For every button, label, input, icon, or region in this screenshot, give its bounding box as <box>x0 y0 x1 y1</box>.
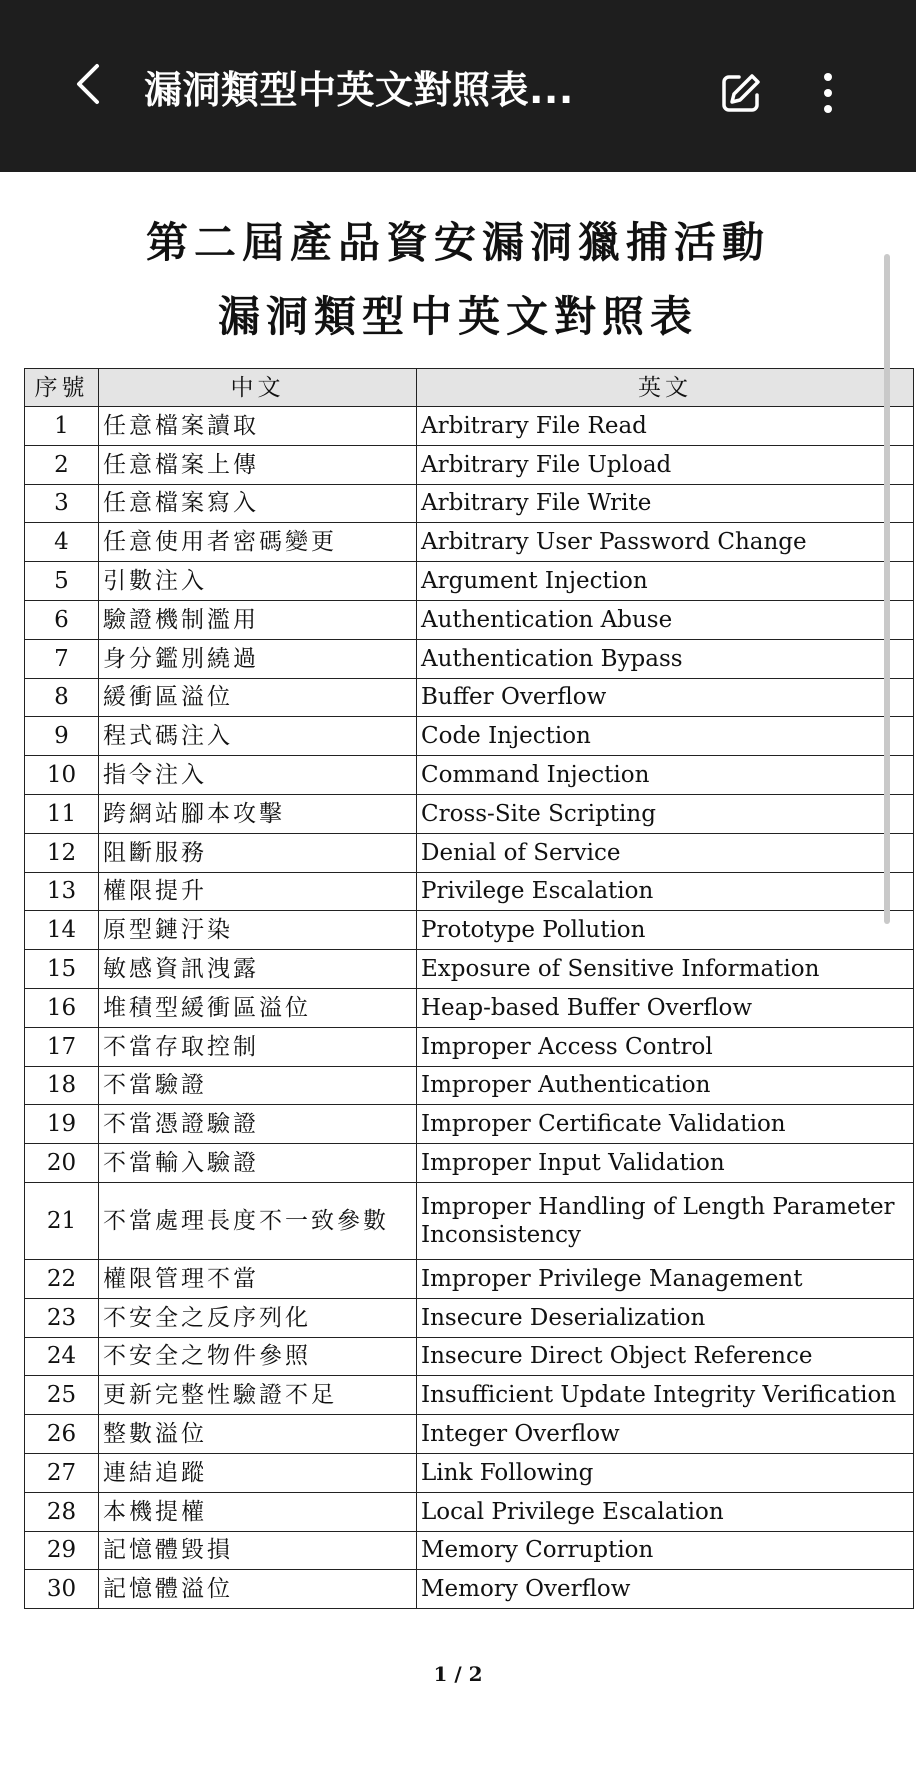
table-row <box>25 833 914 872</box>
row-chinese: 指令注入 <box>99 756 417 795</box>
row-number: 21 <box>25 1182 99 1259</box>
row-number: 24 <box>25 1337 99 1376</box>
back-button[interactable] <box>60 58 116 114</box>
row-number: 13 <box>25 872 99 911</box>
row-number: 18 <box>25 1066 99 1105</box>
row-chinese: 任意使用者密碼變更 <box>99 523 417 562</box>
row-number: 20 <box>25 1144 99 1183</box>
row-chinese: 記憶體毀損 <box>99 1531 417 1570</box>
row-number: 30 <box>25 1570 99 1609</box>
table-row <box>25 950 914 989</box>
row-number: 28 <box>25 1492 99 1531</box>
row-english: Privilege Escalation <box>417 872 914 911</box>
row-english: Local Privilege Escalation <box>417 1492 914 1531</box>
more-vertical-icon <box>822 71 834 119</box>
row-number: 25 <box>25 1376 99 1415</box>
table-row <box>25 872 914 911</box>
row-number: 14 <box>25 911 99 950</box>
table-row <box>25 523 914 562</box>
row-number: 29 <box>25 1531 99 1570</box>
document-title: 漏洞類型中英文對照表... <box>144 68 574 112</box>
row-chinese: 不當憑證驗證 <box>99 1105 417 1144</box>
pdf-page[interactable] <box>0 172 916 1788</box>
row-english: Argument Injection <box>417 562 914 601</box>
table-row <box>25 1453 914 1492</box>
table-row <box>25 1376 914 1415</box>
row-chinese: 驗證機制濫用 <box>99 600 417 639</box>
row-number: 8 <box>25 678 99 717</box>
edit-button[interactable] <box>714 68 768 122</box>
row-english: Improper Access Control <box>417 1027 914 1066</box>
row-english: Improper Certificate Validation <box>417 1105 914 1144</box>
table-row <box>25 484 914 523</box>
row-english: Authentication Bypass <box>417 639 914 678</box>
row-chinese: 緩衝區溢位 <box>99 678 417 717</box>
row-chinese: 跨網站腳本攻擊 <box>99 794 417 833</box>
row-chinese: 權限管理不當 <box>99 1259 417 1298</box>
table-row <box>25 911 914 950</box>
row-chinese: 阻斷服務 <box>99 833 417 872</box>
table-row <box>25 1531 914 1570</box>
row-english: Improper Handling of Length Parameter Inconsistency <box>417 1182 914 1259</box>
table-row <box>25 1105 914 1144</box>
doc-heading-line2: 漏洞類型中英文對照表 <box>217 292 698 341</box>
row-number: 4 <box>25 523 99 562</box>
more-options-button[interactable] <box>806 68 850 122</box>
row-chinese: 不當處理長度不一致參數 <box>99 1182 417 1259</box>
row-number: 7 <box>25 639 99 678</box>
row-english: Exposure of Sensitive Information <box>417 950 914 989</box>
row-english: Improper Input Validation <box>417 1144 914 1183</box>
row-chinese: 任意檔案寫入 <box>99 484 417 523</box>
table-row <box>25 562 914 601</box>
row-number: 23 <box>25 1298 99 1337</box>
header-chinese: 中文 <box>99 369 417 407</box>
row-number: 6 <box>25 600 99 639</box>
row-number: 26 <box>25 1415 99 1454</box>
table-row <box>25 717 914 756</box>
row-number: 10 <box>25 756 99 795</box>
row-english: Arbitrary User Password Change <box>417 523 914 562</box>
table-row <box>25 407 914 446</box>
row-number: 9 <box>25 717 99 756</box>
row-english: Memory Corruption <box>417 1531 914 1570</box>
row-english: Improper Authentication <box>417 1066 914 1105</box>
row-chinese: 連結追蹤 <box>99 1453 417 1492</box>
table-row <box>25 1144 914 1183</box>
row-english: Improper Privilege Management <box>417 1259 914 1298</box>
table-row <box>25 988 914 1027</box>
row-english: Integer Overflow <box>417 1415 914 1454</box>
row-english: Buffer Overflow <box>417 678 914 717</box>
row-english: Insecure Direct Object Reference <box>417 1337 914 1376</box>
table-row <box>25 1182 914 1259</box>
table-row <box>25 600 914 639</box>
row-chinese: 原型鏈汙染 <box>99 911 417 950</box>
row-number: 16 <box>25 988 99 1027</box>
chevron-left-icon <box>73 62 103 110</box>
row-english: Insufficient Update Integrity Verification <box>417 1376 914 1415</box>
header-english: 英文 <box>417 369 914 407</box>
table-row <box>25 794 914 833</box>
row-english: Arbitrary File Upload <box>417 445 914 484</box>
table-header-row <box>25 369 914 407</box>
row-english: Insecure Deserialization <box>417 1298 914 1337</box>
table-row <box>25 1337 914 1376</box>
row-chinese: 不當驗證 <box>99 1066 417 1105</box>
row-english: Arbitrary File Read <box>417 407 914 446</box>
row-number: 3 <box>25 484 99 523</box>
row-english: Heap-based Buffer Overflow <box>417 988 914 1027</box>
row-english: Authentication Abuse <box>417 600 914 639</box>
doc-heading-line1: 第二屆產品資安漏洞獵捕活動 <box>145 218 770 267</box>
row-chinese: 任意檔案讀取 <box>99 407 417 446</box>
row-english: Prototype Pollution <box>417 911 914 950</box>
table-row <box>25 1298 914 1337</box>
scrollbar[interactable] <box>884 254 890 924</box>
row-number: 1 <box>25 407 99 446</box>
table-row <box>25 639 914 678</box>
row-number: 15 <box>25 950 99 989</box>
table-row <box>25 1415 914 1454</box>
row-english: Link Following <box>417 1453 914 1492</box>
table-row <box>25 1066 914 1105</box>
row-chinese: 權限提升 <box>99 872 417 911</box>
row-chinese: 堆積型緩衝區溢位 <box>99 988 417 1027</box>
row-number: 12 <box>25 833 99 872</box>
row-chinese: 不當存取控制 <box>99 1027 417 1066</box>
row-number: 27 <box>25 1453 99 1492</box>
row-chinese: 任意檔案上傳 <box>99 445 417 484</box>
row-chinese: 不安全之物件參照 <box>99 1337 417 1376</box>
row-chinese: 記憶體溢位 <box>99 1570 417 1609</box>
page-indicator: 1 / 2 <box>433 1662 483 1686</box>
row-chinese: 整數溢位 <box>99 1415 417 1454</box>
row-number: 19 <box>25 1105 99 1144</box>
row-number: 11 <box>25 794 99 833</box>
app-bar <box>0 0 916 172</box>
row-english: Cross-Site Scripting <box>417 794 914 833</box>
row-chinese: 不當輸入驗證 <box>99 1144 417 1183</box>
row-english: Denial of Service <box>417 833 914 872</box>
row-chinese: 身分鑑別繞過 <box>99 639 417 678</box>
row-english: Arbitrary File Write <box>417 484 914 523</box>
table-row <box>25 1492 914 1531</box>
table-row <box>25 756 914 795</box>
row-chinese: 更新完整性驗證不足 <box>99 1376 417 1415</box>
table-row <box>25 1027 914 1066</box>
edit-icon <box>719 71 763 119</box>
table-row <box>25 678 914 717</box>
row-chinese: 不安全之反序列化 <box>99 1298 417 1337</box>
row-chinese: 敏感資訊洩露 <box>99 950 417 989</box>
row-english: Memory Overflow <box>417 1570 914 1609</box>
row-number: 2 <box>25 445 99 484</box>
row-english: Code Injection <box>417 717 914 756</box>
vulnerability-table <box>24 368 914 1609</box>
table-row <box>25 445 914 484</box>
row-number: 17 <box>25 1027 99 1066</box>
header-number: 序號 <box>25 369 99 407</box>
row-chinese: 本機提權 <box>99 1492 417 1531</box>
table-row <box>25 1259 914 1298</box>
row-number: 22 <box>25 1259 99 1298</box>
table-row <box>25 1570 914 1609</box>
row-english: Command Injection <box>417 756 914 795</box>
row-chinese: 程式碼注入 <box>99 717 417 756</box>
row-chinese: 引數注入 <box>99 562 417 601</box>
row-number: 5 <box>25 562 99 601</box>
